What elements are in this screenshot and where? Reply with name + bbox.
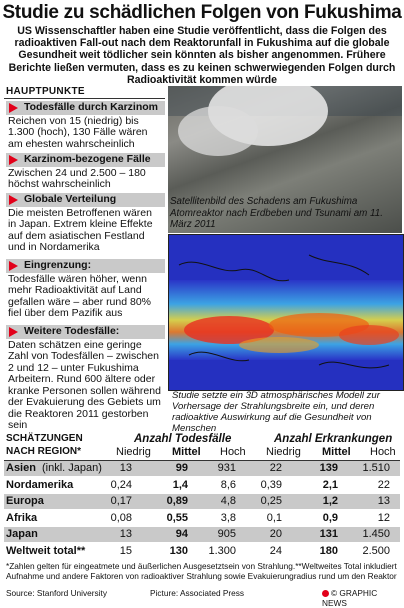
column-header: Mittel [172,446,201,458]
region-name: Asien [6,462,36,474]
table-cell: 13 [377,495,390,507]
smoke-plume [178,106,258,156]
agency-credit [322,588,404,608]
table-cell: 12 [377,511,390,524]
table-cell: 905 [217,528,236,540]
key-point-head: Weitere Todesfälle: [24,325,120,337]
table-cell: 13 [119,462,132,474]
table-cell: 2.500 [362,544,390,557]
key-point-head: Karzinom-bezogene Fälle [24,153,151,165]
deaths-group-header: Anzahl Todesfälle [134,433,232,445]
table-row [4,494,400,509]
arrow-icon [9,261,18,271]
table-cell: 130 [169,544,188,557]
key-point [6,325,165,432]
key-point-body: Zwischen 24 und 2.500 – 180 höchst wahrscheinlich [8,166,146,190]
column-header: Niedrig [116,446,151,458]
column-header: Hoch [220,446,246,458]
key-points-label: HAUPTPUNKTE [6,86,85,97]
picture-credit: Picture: Associated Press [150,588,245,598]
arrow-icon [9,195,18,205]
photo-caption: Satellitenbild des Schadens am Fukushima Atomreaktor nach Erdbeben und Tsunami am 11. März 2011 [170,196,383,230]
table-cell: 931 [217,462,236,474]
source: Source: Stanford University [6,588,107,598]
table-cell: 0,39 [260,478,282,491]
table-row [4,527,400,542]
region-name: Europa [6,495,44,507]
arrow-icon [9,155,18,165]
region-name: Nordamerika [6,478,74,491]
table-cell: 22 [377,478,390,491]
table-cell: 3,8 [220,511,236,524]
table-cell: 1.450 [362,528,390,540]
column-header: Niedrig [266,446,301,458]
key-point-body: Reichen von 15 (niedrig) bis 1.300 (hoch), 130 Fälle wären am ehesten wahrscheinlich [8,114,148,150]
key-point-body: Daten schätzen eine geringe Zahl von Todesfällen – zwischen 2 und 12 – unter Fukushima Arbeitern. Rund 600 ältere oder kranke Personen sollen während der Evakuierung des Gebiets um die Reaktoren 2011 gestorben sein [8,338,161,431]
table-cell: 8,6 [220,478,236,491]
divider [4,98,165,99]
table-cell: 0,55 [166,511,188,524]
table-cell: 20 [269,528,282,540]
table-cell: 0,9 [322,511,338,524]
table-cell: 1.510 [362,462,390,474]
table-cell: 99 [175,462,188,474]
table-header-row [4,445,400,461]
table-cell: 180 [319,544,338,557]
table-cell: 139 [319,462,338,474]
key-point-head: Globale Verteilung [24,193,117,205]
table-row [4,478,400,493]
estimates-label: SCHÄTZUNGEN [6,433,83,444]
region-name: Afrika [6,511,38,524]
key-point-head: Todesfälle durch Karzinom [24,101,158,113]
agency-name: © GRAPHIC NEWS [322,588,378,608]
table-cell: 2,1 [322,478,338,491]
arrow-icon [9,103,18,113]
table-row [4,461,400,476]
table-cell: 0,24 [110,478,132,491]
table-cell: 1,4 [172,478,188,491]
key-point [6,259,165,320]
table-row [4,511,400,526]
table-cell: 0,08 [110,511,132,524]
radiation-map-graphic [169,235,403,390]
table-cell: 0,25 [260,495,282,507]
region-name: Japan [6,528,38,540]
key-point [6,101,165,150]
table-cell: 0,17 [110,495,132,507]
key-point-body: Die meisten Betroffenen wären in Japan. Extrem kleine Effekte auf dem asiatischen Festland und in Nordamerika [8,206,153,253]
column-header: Hoch [370,446,396,458]
region-label: NACH REGION* [6,446,82,457]
key-point-head: Eingrenzung: [24,259,92,271]
illness-group-header: Anzahl Erkrankungen [274,433,393,445]
table-cell: 1.300 [208,544,236,557]
table-cell: 24 [269,544,282,557]
table-cell: 94 [175,528,188,540]
table-cell: 0,89 [166,495,188,507]
table-row [4,544,400,559]
key-point [6,193,165,254]
subtitle: US Wissenschaftler haben eine Studie veröffentlicht, dass die Folgen des radioaktiven Fall-out nach dem Reaktorunfall in Fukushima auf die globale Gesundheit weit tödlicher sein könnten als bisher angenommen. Frühere Berichte ließen vermuten, dass es zu keinen schwerwiegenden Folgen durch Radioaktivität kommen würde [8,25,396,86]
region-name: Weltweit total** [6,544,86,557]
radiation-map [168,234,404,391]
key-point [6,153,165,191]
logo-dot-icon [322,590,329,597]
table-cell: 15 [119,544,132,557]
footnote: *Zahlen gelten für eingeatmete und äußerlichen Ausgesetztsein von Strahlung.**Weltweites Total inkludiert Aufnahme und andere Faktoren von radioaktiver Strahlung sowie Evakuierungradius rund um den Reaktor [6,561,397,581]
table-cell: 22 [269,462,282,474]
page-title: Studie zu schädlichen Folgen von Fukushima [2,2,402,23]
table-cell: 1,2 [322,495,338,507]
table-cell: 13 [119,528,132,540]
table-cell: 131 [319,528,338,540]
table-cell: 0,1 [266,511,282,524]
column-header: Mittel [322,446,351,458]
region-note: (inkl. Japan) [42,462,102,474]
table-cell: 4,8 [220,495,236,507]
key-point-body: Todesfälle wären höher, wenn mehr Radioaktivität auf Land gefallen wäre – aber rund 80% fiel über dem Pazifik aus [8,272,152,319]
arrow-icon [9,327,18,337]
map-caption: Studie setzte ein 3D atmosphärisches Modell zur Vorhersage der Strahlungsbreite ein, und deren radioaktive Auswirkung auf die Gesundheit von Menschen [172,390,380,434]
